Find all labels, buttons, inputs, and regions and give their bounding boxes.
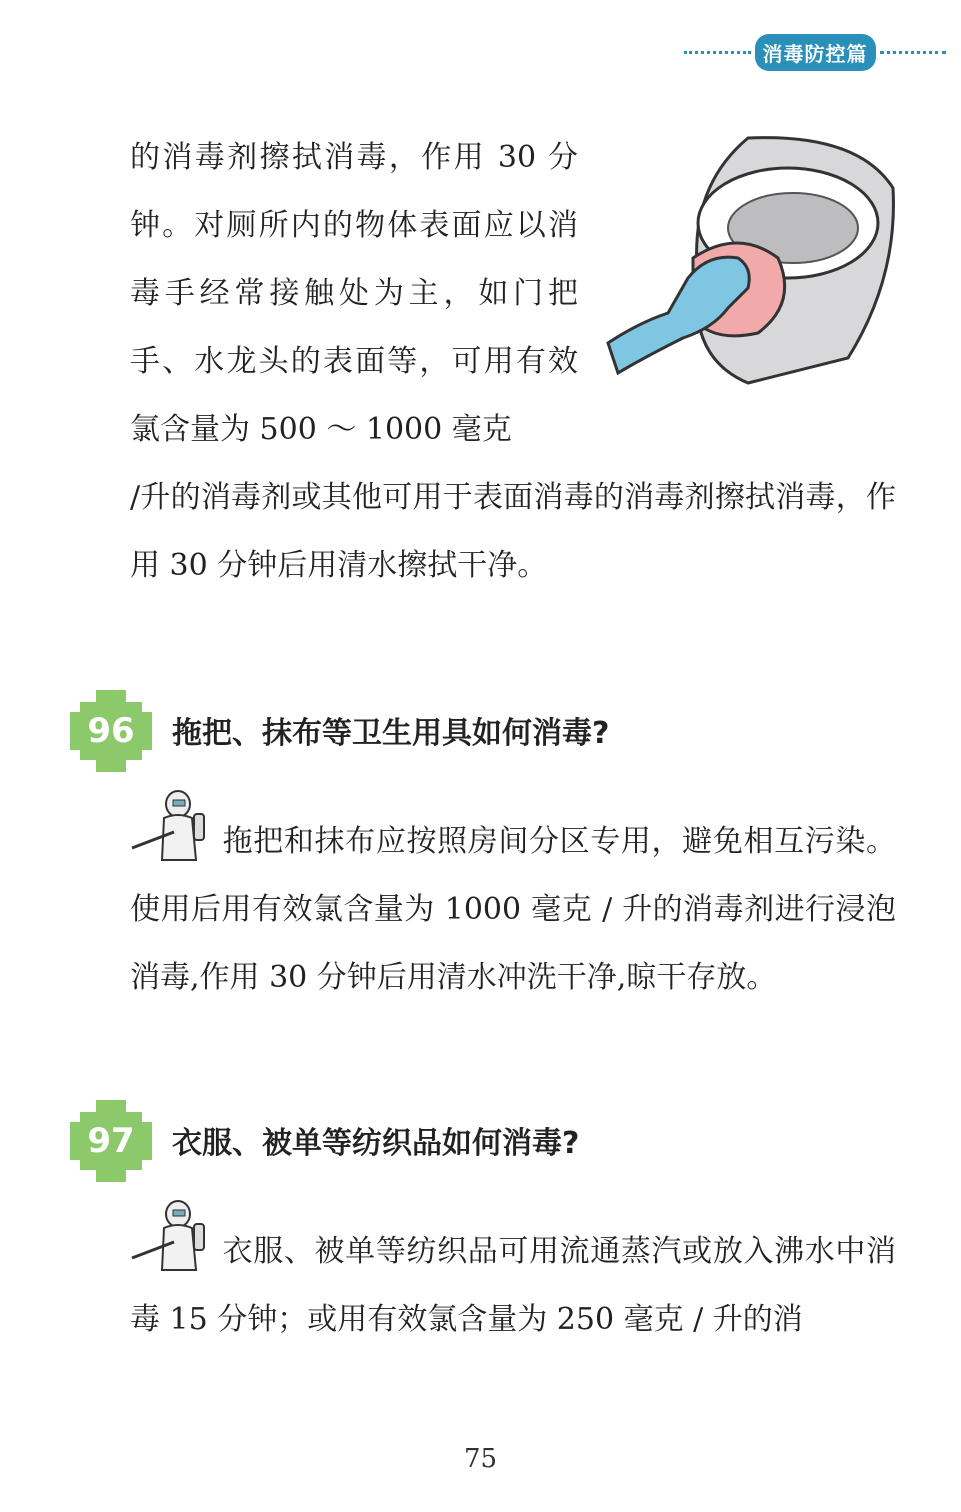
section-body-text: 拖把和抹布应按照房间分区专用，避免相互污染。使用后用有效氯含量为 1000 毫克 / 升的消毒剂进行浸泡消毒,作用 30 分钟后用清水冲洗干净,晾干存放。 — [130, 824, 896, 995]
section-heading: 拖把、抹布等卫生用具如何消毒? — [172, 716, 610, 751]
intro-paragraph: 的消毒剂擦拭消毒，作用 30 分钟。对厕所内的物体表面应以消毒手经常接触处为主，如门把手、水龙头的表面等，可用有效氯含量为 500 ～ 1000 毫克 — [130, 140, 578, 447]
section-body — [130, 808, 896, 1012]
header-dots-right — [880, 51, 947, 54]
section-number-badge: 97 — [80, 1112, 142, 1170]
chapter-badge: 消毒防控篇 — [755, 34, 876, 71]
section-heading: 衣服、被单等纺织品如何消毒? — [172, 1126, 580, 1161]
toilet-wiping-illustration — [598, 128, 898, 388]
section-body — [130, 1218, 896, 1354]
section-body-text: 衣服、被单等纺织品可用流通蒸汽或放入沸水中消毒 15 分钟；或用有效氯含量为 250 毫克 / 升的消 — [130, 1234, 896, 1337]
intro-continuation: /升的消毒剂或其他可用于表面消毒的消毒剂擦拭消毒，作用 30 分钟后用清水擦拭干净。 — [130, 480, 896, 583]
chapter-header — [680, 34, 950, 70]
page-number: 75 — [463, 1444, 498, 1474]
section-number-badge: 96 — [80, 702, 142, 760]
header-dots-left — [684, 51, 751, 54]
